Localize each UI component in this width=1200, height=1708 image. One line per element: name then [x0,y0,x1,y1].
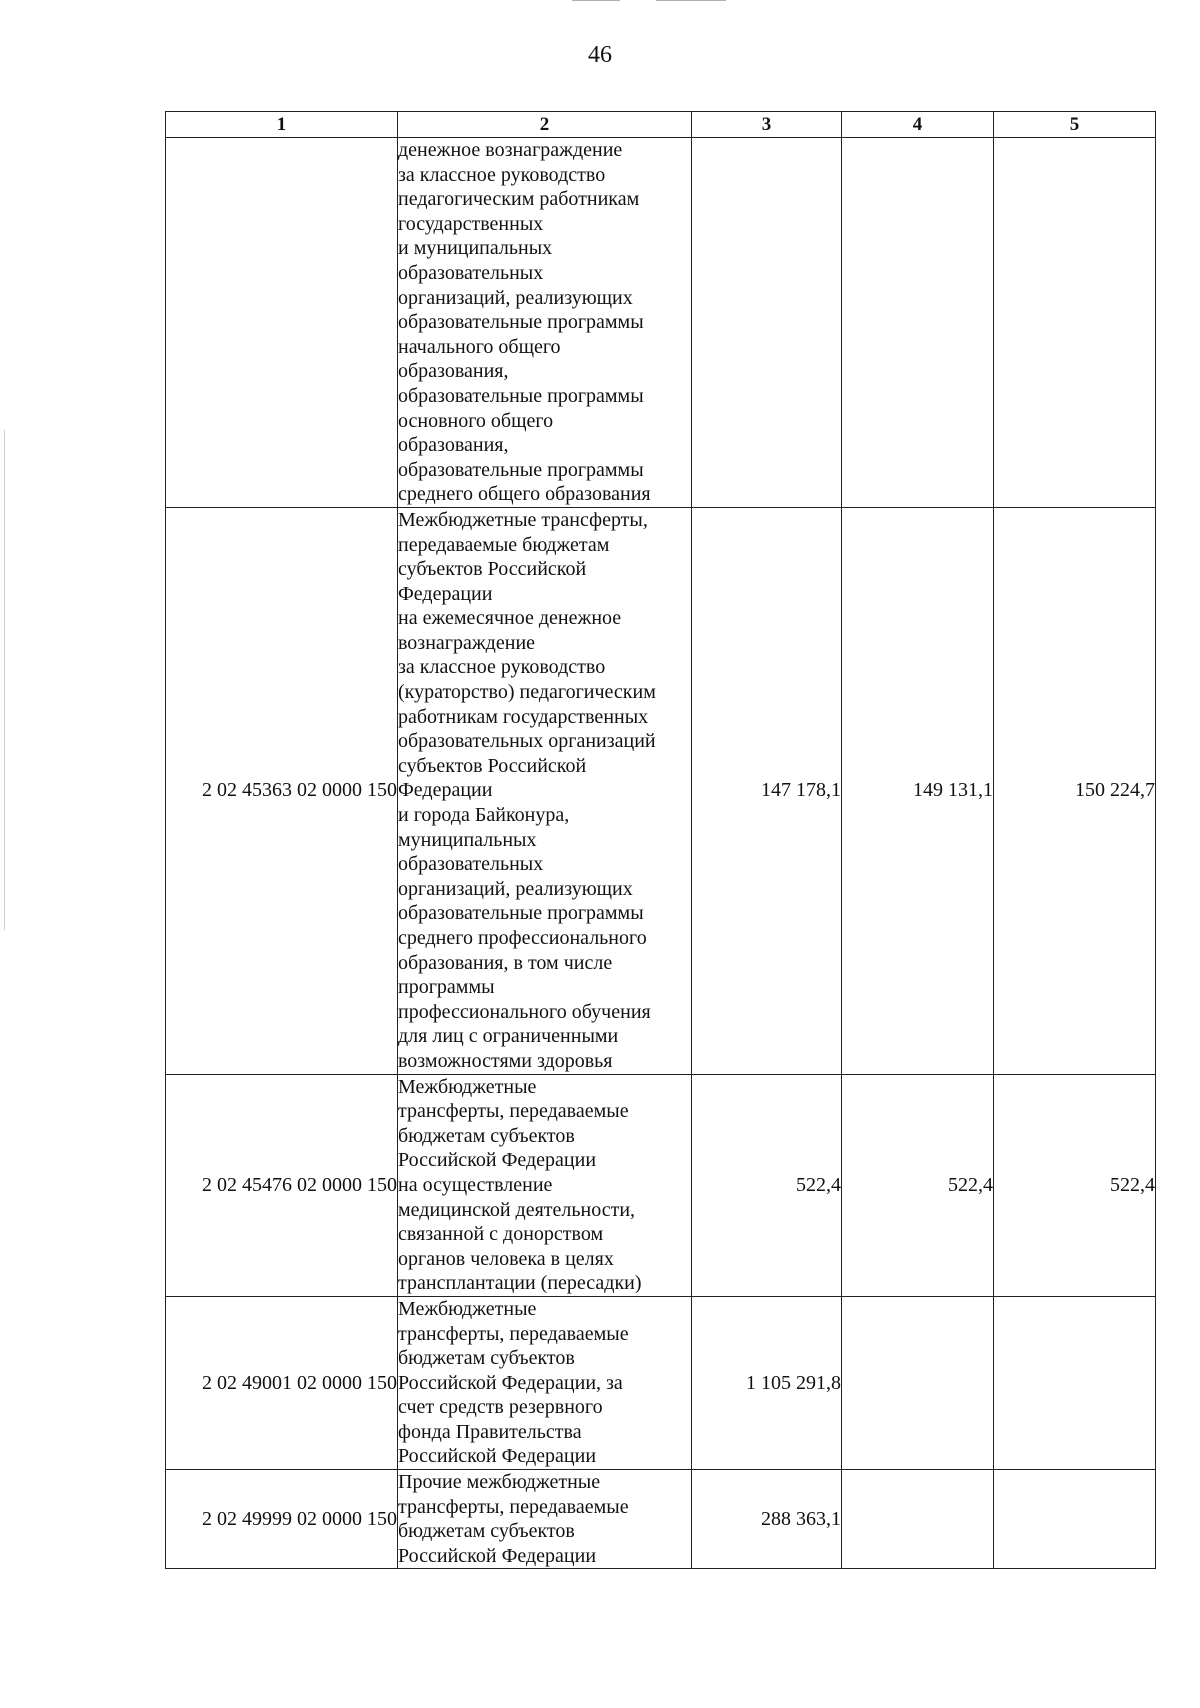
table-row [166,507,1156,1074]
description-line: образовательные программы [398,311,644,334]
description-line: Российской Федерации, за [398,1371,623,1394]
description-line: Прочие межбюджетные [398,1471,601,1494]
description-line: организаций, реализующих [398,286,633,309]
table-row [166,1296,1156,1469]
description-line: трансферты, передаваемые [398,1495,629,1518]
description-line: органов человека в целях [398,1247,614,1270]
scan-artifact-top-left [572,0,620,1]
amount-cell-col-3 [692,138,842,508]
header-col-2: 2 [398,112,692,138]
description-line: за классное руководство [398,656,606,679]
amount-cell-col-4 [842,138,994,508]
description-line: трансплантации (пересадки) [398,1272,642,1295]
description-line: образовательных [398,853,544,876]
budget-code-cell [166,138,398,508]
description-line: передаваемые бюджетам [398,533,610,556]
description-cell [398,1296,692,1469]
description-line: субъектов Российской [398,754,587,777]
description-cell [398,1074,692,1296]
description-line: образования, [398,434,509,457]
amount-cell-col-3: 1 105 291,8 [692,1296,842,1469]
amount-cell-col-4: 149 131,1 [842,507,994,1074]
amount-cell-col-5: 522,4 [994,1074,1156,1296]
description-line: субъектов Российской [398,558,587,581]
description-line: для лиц с ограниченными [398,1025,619,1048]
description-line: трансферты, передаваемые [398,1322,629,1345]
description-line: организаций, реализующих [398,877,633,900]
page-number: 46 [588,42,612,68]
description-line: основного общего [398,409,554,432]
budget-code-cell: 2 02 45363 02 0000 150 [166,507,398,1074]
description-line: за классное руководство [398,163,606,186]
amount-cell-col-3: 522,4 [692,1074,842,1296]
description-line: Федерации [398,582,493,605]
amount-cell-col-3: 288 363,1 [692,1470,842,1569]
description-line: среднего профессионального [398,927,647,949]
description-line: Российской Федерации [398,1544,597,1567]
budget-code-cell: 2 02 49001 02 0000 150 [166,1296,398,1469]
amount-cell-col-5 [994,1296,1156,1469]
description-line: образовательные программы [398,384,644,407]
table-row [166,1470,1156,1569]
description-line: Российской Федерации [398,1445,597,1468]
description-line: среднего общего образования [398,483,651,506]
description-line: (кураторство) педагогическим [398,681,656,704]
description-line: государственных [398,212,544,235]
scan-artifact-left-edge [4,430,5,930]
header-col-4: 4 [842,112,994,138]
description-line: образовательные программы [398,902,644,925]
description-line: бюджетам субъектов [398,1124,575,1147]
header-col-5: 5 [994,112,1156,138]
budget-code-cell: 2 02 49999 02 0000 150 [166,1470,398,1569]
amount-cell-col-5 [994,138,1156,508]
description-line: работникам государственных [398,705,649,728]
description-line: образования, в том числе [398,951,613,974]
description-line: фонда Правительства [398,1420,582,1443]
description-line: образования, [398,360,509,383]
amount-cell-col-3: 147 178,1 [692,507,842,1074]
description-line: Межбюджетные [398,1297,537,1320]
amount-cell-col-5 [994,1470,1156,1569]
description-line: вознаграждение [398,631,536,654]
description-line: на ежемесячное денежное [398,607,622,630]
description-line: программы [398,976,495,999]
scan-artifact-top-right [656,0,726,1]
amount-cell-col-4 [842,1470,994,1569]
description-cell [398,138,692,508]
description-line: бюджетам субъектов [398,1347,575,1370]
description-line: денежное вознаграждение [398,139,623,161]
table-row [166,1074,1156,1296]
header-col-3: 3 [692,112,842,138]
description-line: Межбюджетные [398,1075,537,1098]
description-line: медицинской деятельности, [398,1198,636,1221]
description-line: бюджетам субъектов [398,1520,575,1543]
description-line: Межбюджетные трансферты, [398,508,648,531]
description-line: Федерации [398,779,493,802]
description-line: начального общего [398,335,561,358]
description-cell [398,507,692,1074]
amount-cell-col-4: 522,4 [842,1074,994,1296]
header-col-1: 1 [166,112,398,138]
header-row [166,112,1156,138]
description-line: педагогическим работникам [398,188,640,211]
table-body [166,138,1156,1569]
description-line: муниципальных [398,828,537,851]
description-line: счет средств резервного [398,1396,603,1419]
amount-cell-col-4 [842,1296,994,1469]
amount-cell-col-5: 150 224,7 [994,507,1156,1074]
table-row [166,138,1156,508]
description-line: образовательные программы [398,458,644,481]
description-line: образовательных организаций [398,730,656,753]
budget-code-cell: 2 02 45476 02 0000 150 [166,1074,398,1296]
description-line: связанной с донорством [398,1223,604,1246]
description-line: возможностями здоровья [398,1049,613,1072]
budget-table [165,111,1156,1569]
description-line: трансферты, передаваемые [398,1100,629,1123]
description-line: и муниципальных [398,237,553,260]
description-line: и города Байконура, [398,804,570,827]
description-line: на осуществление [398,1173,553,1196]
description-line: образовательных [398,261,544,284]
description-cell [398,1470,692,1569]
description-line: Российской Федерации [398,1149,597,1172]
description-line: профессионального обучения [398,1000,651,1023]
